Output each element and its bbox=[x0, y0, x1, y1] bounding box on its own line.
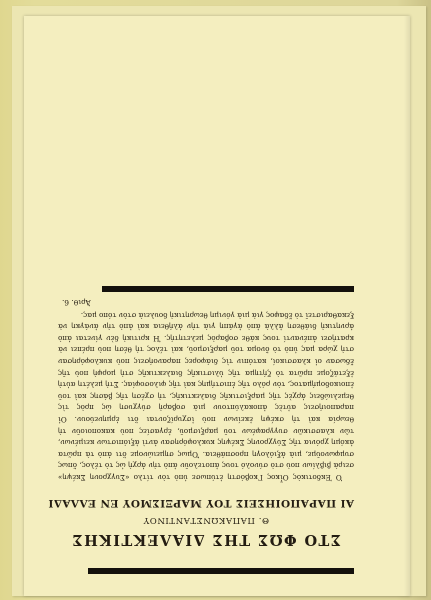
article-body: Ὁ Ἐκδοτικὸς Οἶκος Γκοβόστη ἐτύπωσε ὑπὸ τὸν τίτλο «Συγχρονη Σκέψη» σειρὰ βιβλίων ποὺ στὸ σύνολό τους ἀποτελοῦν ἀπὸ τὴν ἀρχὴ ὡς τὸ τέλος, ὅπως συμφωνοῦμε, μιὰ ἀξιόλογη προσπάθεια. Ὅμως σημειώνομε ὅτι ἀπὸ τὰ πρῶτα ἀκόμη χρόνια τῆς Σύγχρονης Σκέψης κυκλοφόρησαν ἀντὶ ἀξιόπιστων κειμένων, τῶν κλασσικῶν συγγραφέων τοῦ μαρξισμοῦ, ἐργασίες ποὺ κακοποιοῦν τὴ θεωρία καὶ τὴ σκέψη ἐκείνων ποὺ ἰσχυρίζονται ὅτι ἑρμηνεύουν. Οἱ παραποιήσεις αὐτὲς ἀποκαλύπτουν μιὰ σοβαρὴ σύγχυση ὡς πρὸς τὶς θεμελιώδεις ἀρχὲς τῆς μαρξιστικῆς διαλεκτικῆς, τὴ σχέση τῆς βάσης καὶ τοῦ ἐποικοδομήματος, τὸν ρόλο τῆς ἐπιστήμης καὶ τῆς φιλοσοφίας. Στὴ μελέτη αὐτὴ ἐξετάζομε πρῶτα τὸ ζήτημα τῆς ὑλιστικῆς διαλεκτικῆς στὴ μορφὴ ποὺ τῆς ἔδωσαν οἱ κλασσικοί, κατόπιν τὶς διάφορες παρανοήσεις ποὺ κυκλοφόρησαν στὴ χώρα μας ὑπὸ τὸ ὄνομα τοῦ μαρξισμοῦ, καὶ τέλος τὴ θέση ποὺ πρέπει νὰ κρατήσει ἀπέναντί τους κάθε σοβαρὸς μελετητής. Ἡ κριτικὴ δὲν γίνεται ἀπὸ ἀρνητικὴ διάθεση ἀλλὰ ἀπὸ ἀγάπη γιὰ τὴν ἀλήθεια καὶ ἀπὸ τὴν ἀνάγκη νὰ ξεκαθαριστεῖ τὸ ἔδαφος γιὰ μιὰ γόνιμη θεωρητικὴ δουλειὰ στὸν τόπο μας. bbox=[58, 310, 354, 482]
article-signature: Ἀριθ. 6. bbox=[62, 298, 91, 308]
bottom-rule bbox=[102, 286, 354, 292]
article-title: ΣΤΟ ΦΩΣ ΤΗΣ ΔΙΑΛΕΚΤΙΚΗΣ bbox=[71, 531, 341, 548]
printed-article bbox=[48, 104, 354, 574]
article-subtitle: ΑΙ ΠΑΡΑΠΟΙΗΣΕΙΣ ΤΟΥ ΜΑΡΞΙΣΜΟΥ ΕΝ ΕΛΛΑΔΙ bbox=[48, 497, 354, 509]
top-rule bbox=[88, 568, 354, 574]
page-edge-shadow bbox=[404, 16, 410, 596]
article-author: Θ. ΠΑΠΑΚΩΝΣΤΑΝΤΙΝΟΥ bbox=[143, 515, 270, 525]
